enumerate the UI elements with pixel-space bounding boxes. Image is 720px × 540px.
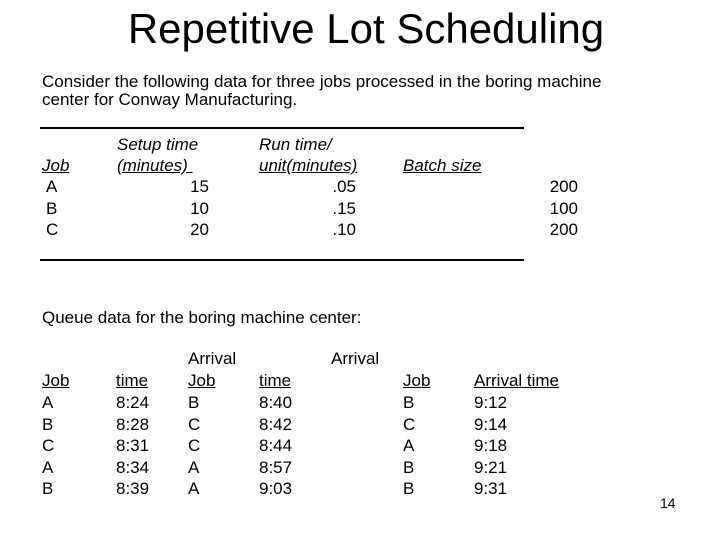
job-name: A (46, 177, 58, 196)
table-bottom-rule (40, 259, 524, 261)
queue-job: C (188, 436, 201, 455)
queue-arrival-time: 8:44 (259, 436, 293, 455)
header-batch: Batch size (403, 156, 482, 175)
queue-arrival-time: 8:40 (259, 393, 293, 412)
queue-job: B (42, 414, 54, 434)
queue-arrival-time: 8:57 (259, 457, 293, 477)
header-setup-line1: Setup time (117, 135, 199, 154)
queue-job: B (403, 479, 415, 498)
queue-header-time-2: time (259, 371, 292, 390)
queue-job: C (42, 436, 55, 455)
queue-job: A (188, 479, 200, 498)
queue-arrival-time: 9:18 (474, 436, 508, 455)
intro-line-1: Consider the following data for three jobs processed in the boring machine (42, 72, 602, 91)
queue-job: A (42, 393, 54, 412)
arrival-label-1: Arrival (188, 349, 237, 368)
queue-arrival-time: 8:28 (116, 414, 150, 434)
queue-job: B (42, 479, 54, 498)
queue-arrival-time: 9:14 (474, 414, 508, 434)
queue-arrival-time: 8:42 (259, 414, 293, 434)
job-name: B (46, 198, 58, 218)
slide-title: Repetitive Lot Scheduling (127, 5, 605, 52)
setup-time: 20 (190, 220, 209, 239)
queue-arrival-time: 8:39 (116, 479, 150, 498)
queue-arrival-time: 8:34 (116, 457, 150, 477)
setup-time: 15 (190, 177, 209, 196)
intro-line-2: center for Conway Manufacturing. (42, 90, 298, 109)
queue-arrival-time: 8:31 (116, 436, 150, 455)
batch-size: 100 (549, 198, 578, 218)
queue-job: C (403, 414, 416, 434)
queue-job: A (188, 457, 200, 477)
table-top-rule (40, 127, 524, 129)
queue-job: A (42, 457, 54, 477)
queue-header-job-1: Job (42, 371, 70, 390)
run-time: .05 (332, 177, 356, 196)
arrival-label-2: Arrival (331, 349, 380, 368)
header-run-line2: unit(minutes) (259, 156, 358, 175)
batch-size: 200 (549, 220, 578, 239)
queue-arrival-time: 9:12 (474, 393, 508, 412)
batch-size: 200 (549, 177, 578, 196)
queue-job: B (188, 393, 200, 412)
queue-arrival-time: 9:31 (474, 479, 508, 498)
queue-header-job-2: Job (188, 371, 216, 390)
queue-job: B (403, 393, 415, 412)
queue-job: C (188, 414, 201, 434)
header-run-line1: Run time/ (259, 135, 332, 154)
queue-header-job-3: Job (403, 371, 431, 390)
run-time: .10 (332, 220, 356, 239)
queue-arrival-time: 9:21 (474, 457, 508, 477)
page-number: 14 (660, 495, 676, 511)
queue-intro: Queue data for the boring machine center: (42, 308, 362, 327)
run-time: .15 (332, 198, 356, 218)
queue-header-arrival-time: Arrival time (474, 371, 560, 390)
queue-header-time-1: time (116, 371, 149, 390)
queue-job: B (403, 457, 415, 477)
header-setup-line2: (minutes) (117, 156, 193, 175)
job-name: C (46, 220, 59, 239)
setup-time: 10 (190, 198, 209, 218)
queue-arrival-time: 9:03 (259, 479, 293, 498)
header-job: Job (42, 156, 70, 175)
queue-job: A (403, 436, 415, 455)
queue-arrival-time: 8:24 (116, 393, 150, 412)
